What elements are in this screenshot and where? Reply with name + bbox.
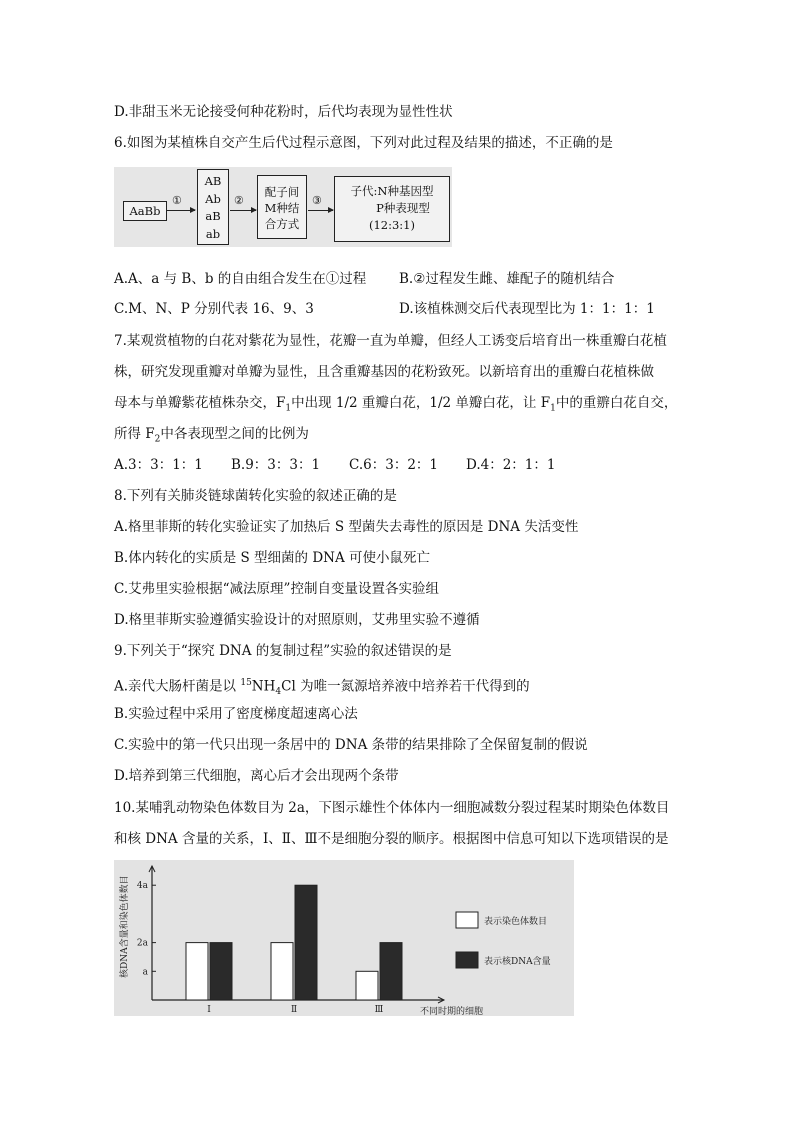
gamete-ab-mixed: Ab [205, 191, 221, 206]
chromosome-bar [186, 943, 208, 1000]
question-10-line-1: 10.某哺乳动物染色体数目为 2a，下图示雄性个体体内一细胞减数分裂过程某时期染色体数目 [114, 800, 670, 816]
q9a-part-2: NH [251, 678, 276, 695]
question-7-line-3 [114, 394, 677, 418]
question-7-line-4 [114, 425, 309, 449]
q7-subscript-1: 1 [285, 403, 292, 414]
offspring-box [334, 176, 450, 242]
offspring-ratio: (12:3:1) [369, 218, 415, 232]
gamete-ab-upper: AB [204, 174, 222, 188]
x-tick-label: Ⅲ [374, 1005, 384, 1015]
arrow-2 [230, 210, 256, 211]
q7-text-part-2: 中出现 1/2 重瓣白花，1/2 单瓣白花，让 F [291, 395, 551, 411]
q9a-subscript: 4 [275, 687, 282, 698]
q7-option-a: A.3：3：1：1 [114, 457, 203, 473]
legend-label-chromosome: 表示染色体数目 [484, 917, 548, 927]
q7-text-part-3: 中的重辧白花自交， [555, 395, 678, 411]
parent-genotype-box: AaBb [123, 201, 167, 221]
y-axis-label: 核DNA含量和染色体数目 [120, 875, 130, 978]
step-3-label: ③ [312, 194, 322, 207]
q7-subscript-1b: 1 [550, 403, 556, 414]
offspring-genotypes: 子代:N种基因型 [350, 184, 434, 198]
question-7-line-2: 株，研究发现重瓣对单瓣为显性，且含重瓣基因的花粉致死。以新培育出的重瓣白花植株做 [114, 364, 654, 380]
y-tick-label: 4a [136, 881, 148, 892]
question-9: 9.下列关于“探究 DNA 的复制过程”实验的叙述错误的是 [114, 643, 452, 659]
question-10-chart [114, 860, 574, 1016]
q7-option-d: D.4：2：1：1 [466, 457, 556, 473]
y-tick-label: 2a [136, 938, 148, 949]
x-tick-label: Ⅰ [207, 1005, 211, 1015]
q8-option-d: D.格里菲斯实验遵循实验设计的对照原则，艾弗里实验不遵循 [114, 612, 480, 628]
q7-text-part-1: 母本与单瓣紫花植株杂交，F [114, 395, 286, 411]
q7-text-part-5: 中各表现型之间的比例为 [160, 426, 309, 442]
y-tick-label: a [142, 967, 148, 978]
q9-option-c: C.实验中的第一代只出现一条居中的 DNA 条带的结果排除了全保留复制的假说 [114, 737, 588, 753]
gametes-box [197, 169, 229, 245]
question-6-diagram [114, 167, 452, 247]
option-d-previous: D.非甜玉米无论接受何种花粉时，后代均表现为显性性状 [114, 104, 453, 120]
q6-option-a: A.A、a 与 B、b 的自由组合发生在①过程 [114, 271, 367, 287]
chromosome-bar [356, 971, 378, 1000]
arrow-3 [308, 210, 333, 211]
q7-option-c: C.6：3：2：1 [349, 457, 438, 473]
q9-option-b: B.实验过程中采用了密度梯度超速离心法 [114, 706, 358, 722]
q6-option-d: D.该植株测交后代表现型比为 1：1：1：1 [399, 301, 655, 317]
legend-swatch-chromosome [456, 912, 478, 928]
chromosome-bar [271, 943, 293, 1000]
q7-subscript-2: 2 [154, 434, 161, 445]
question-6: 6.如图为某植株自交产生后代过程示意图，下列对此过程及结果的描述，不正确的是 [114, 135, 613, 151]
dna-bar [210, 943, 232, 1000]
dna-bar [380, 943, 402, 1000]
q8-option-c: C.艾弗里实验根据“减法原理”控制自变量设置各实验组 [114, 581, 439, 597]
question-10-line-2: 和核 DNA 含量的关系，Ⅰ、Ⅱ、Ⅲ不是细胞分裂的顺序。根据图中信息可知以下选项错误的是 [114, 831, 669, 847]
offspring-phenotypes: P种表现型 [376, 201, 430, 215]
x-axis-label: 不同时期的细胞 [420, 1007, 484, 1016]
gamete-ab-lower-mixed: aB [205, 209, 221, 223]
q9a-part-1: A.亲代大肠杆菌是以 [114, 678, 241, 695]
q8-option-a: A.格里菲斯的转化实验证实了加热后 S 型菌失去毒性的原因是 DNA 失活变性 [114, 519, 579, 535]
gamete-ab-lower: ab [205, 226, 221, 241]
q6-option-b: B.②过程发生雌、雄配子的随机结合 [399, 271, 615, 287]
q8-option-b: B.体内转化的实质是 S 型细菌的 DNA 可使小鼠死亡 [114, 550, 431, 566]
q7-text-part-4: 所得 F [114, 426, 155, 442]
q7-option-b: B.9：3：3：1 [231, 457, 321, 473]
bar-chart-svg [114, 860, 574, 1016]
combination-line-2: M种结 [264, 201, 300, 215]
question-8: 8.下列有关肺炎链球菌转化实验的叙述正确的是 [114, 488, 397, 504]
dna-bar [295, 885, 317, 1000]
legend-label-dna: 表示核DNA含量 [484, 957, 551, 967]
arrow-1 [166, 210, 195, 211]
q6-option-c: C.M、N、P 分别代表 16、9、3 [114, 301, 314, 317]
combination-box [257, 175, 307, 239]
combination-line-3: 合方式 [264, 217, 300, 231]
q9-option-a [114, 674, 530, 701]
combination-line-1: 配子间 [264, 185, 300, 199]
q9a-part-3: Cl 为唯一氮源培养液中培养若干代得到的 [281, 678, 530, 695]
q9-option-d: D.培养到第三代细胞，离心后才会出现两个条带 [114, 768, 399, 784]
x-tick-label: Ⅱ [290, 1005, 298, 1015]
step-2-label: ② [234, 194, 244, 207]
q9a-isotope: 15 [240, 678, 252, 688]
step-1-label: ① [172, 194, 182, 207]
legend-swatch-dna [456, 952, 478, 968]
question-7-line-1: 7.某观赏植物的白花对紫花为显性，花瓣一直为单瓣，但经人工诱变后培育出一株重瓣白花植 [114, 333, 667, 349]
